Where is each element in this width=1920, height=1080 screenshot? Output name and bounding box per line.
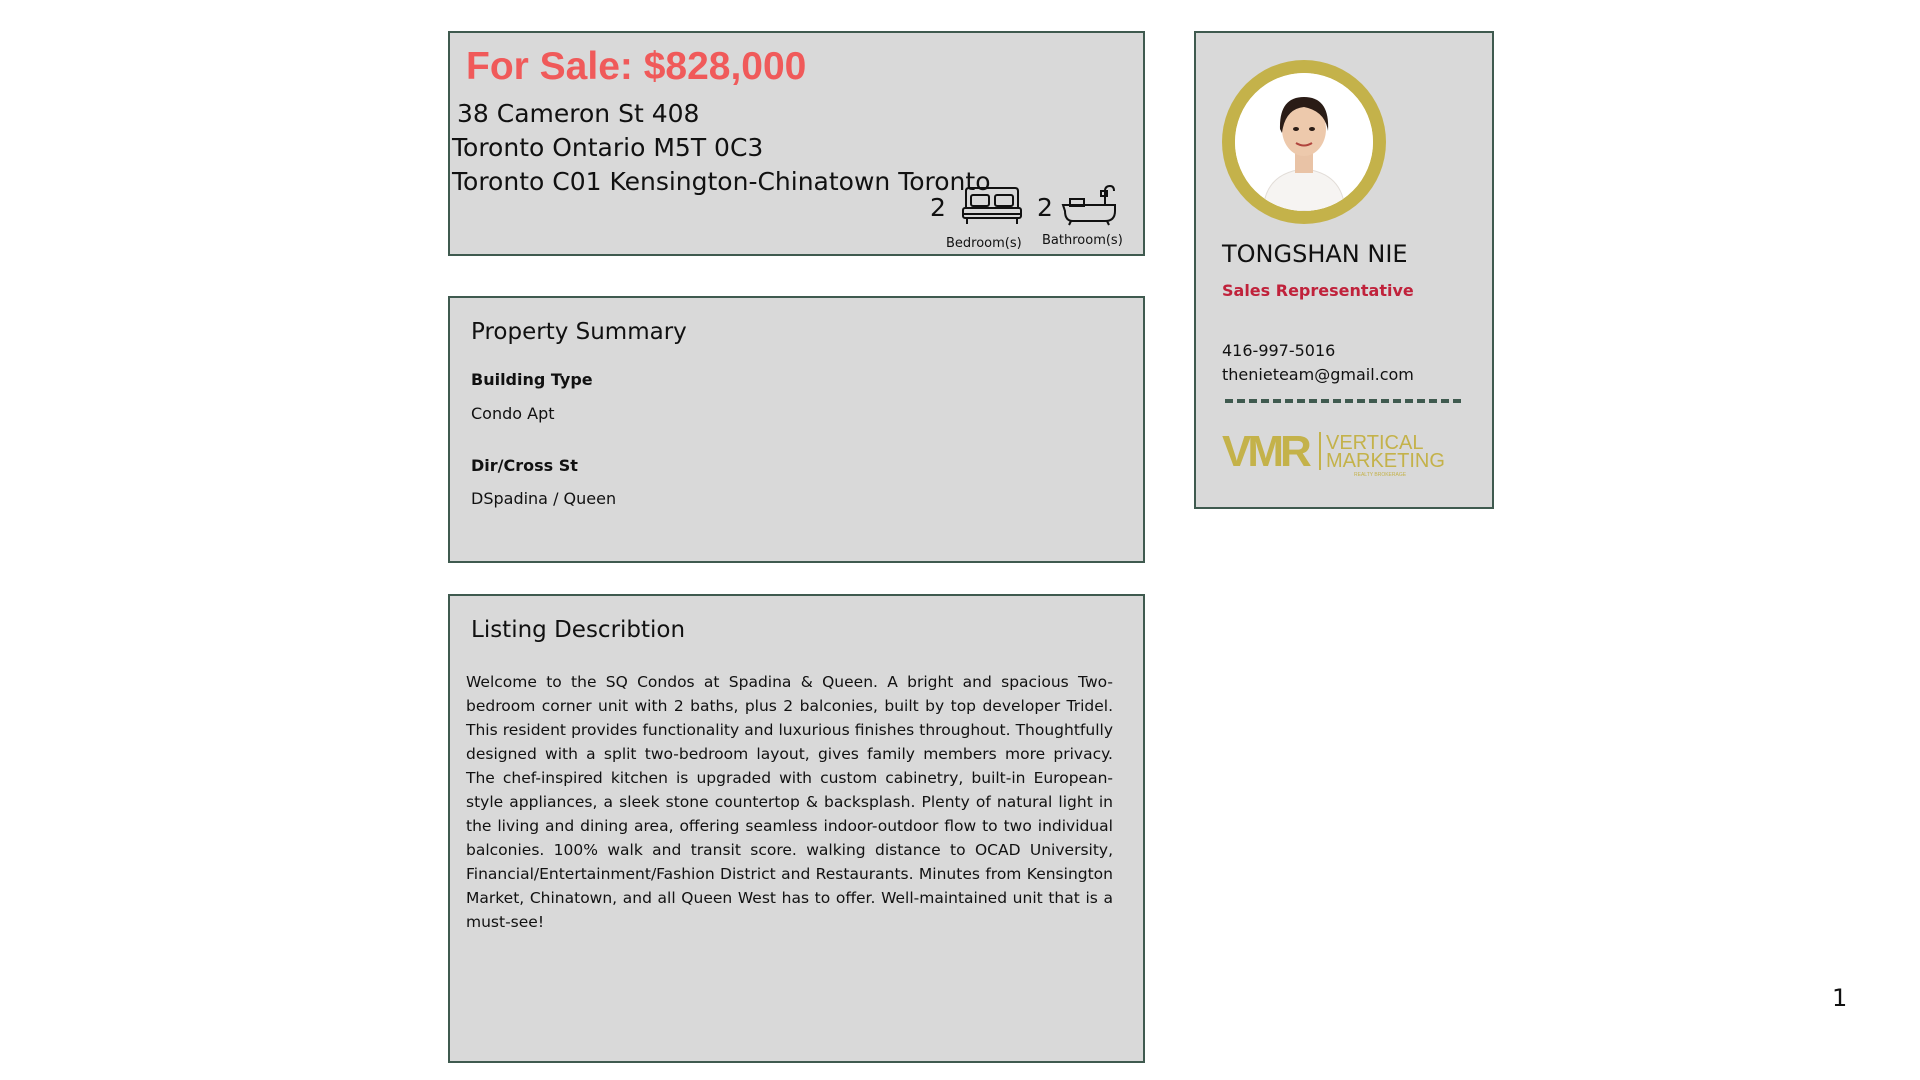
bathtub-icon — [1061, 183, 1117, 227]
listing-description-title: Listing Describtion — [471, 617, 686, 643]
bathrooms-label: Bathroom(s) — [1042, 233, 1123, 248]
building-type-value: Condo Apt — [471, 404, 555, 423]
bedrooms-label: Bedroom(s) — [946, 236, 1022, 251]
logo-line-2: MARKETING — [1326, 450, 1445, 472]
bedroom-count: 2 — [930, 193, 946, 222]
address-line-3: Toronto C01 Kensington-Chinatown Toronto — [452, 167, 991, 196]
logo-mark: VMR — [1222, 427, 1308, 476]
listing-header-card — [448, 31, 1145, 256]
avatar-portrait-icon — [1235, 73, 1373, 211]
logo-line-1: VERTICAL — [1326, 432, 1424, 454]
agent-phone: 416-997-5016 — [1222, 341, 1336, 360]
listing-price: For Sale: $828,000 — [466, 45, 807, 88]
bathroom-count: 2 — [1037, 193, 1053, 222]
property-summary-card — [448, 296, 1145, 563]
listing-description-card — [448, 594, 1145, 1063]
agent-email: thenieteam@gmail.com — [1222, 365, 1414, 384]
agent-name: TONGSHAN NIE — [1222, 240, 1408, 268]
divider-dashed — [1225, 399, 1461, 403]
agent-card — [1194, 31, 1494, 509]
page-number: 1 — [1832, 984, 1848, 1012]
agent-role: Sales Representative — [1222, 281, 1414, 300]
listing-description-text: Welcome to the SQ Condos at Spadina & Queen. A bright and spacious Two-bedroom corner unit with 2 baths, plus 2 balconies, built by top developer Tridel. This resident provides functionality and luxurious finishes throughout. Thoughtfully designed with a split two-bedroom layout, gives family members more privacy. The chef-inspired kitchen is upgraded with custom cabinetry, built-in European-style appliances, a sleek stone countertop & backsplash. Plenty of natural light in the living and dining area, offering seamless indoor-outdoor flow to two individual balconies. 100% walk and transit score. walking distance to OCAD University, Financial/Entertainment/Fashion District and Restaurants. Minutes from Kensington Market, Chinatown, and all Queen West has to offer. Well-maintained unit that is a must-see! — [466, 673, 1113, 931]
bed-icon — [961, 186, 1023, 228]
address-line-1: 38 Cameron St 408 — [457, 99, 700, 128]
avatar-ring — [1222, 60, 1386, 224]
avatar — [1235, 73, 1373, 211]
building-type-label: Building Type — [471, 370, 593, 389]
logo-line-3: REALTY BROKERAGE — [1354, 472, 1407, 478]
cross-street-label: Dir/Cross St — [471, 456, 578, 475]
brokerage-logo — [1222, 426, 1462, 478]
address-line-2: Toronto Ontario M5T 0C3 — [452, 133, 764, 162]
property-summary-title: Property Summary — [471, 319, 687, 345]
cross-street-value: DSpadina / Queen — [471, 489, 617, 508]
